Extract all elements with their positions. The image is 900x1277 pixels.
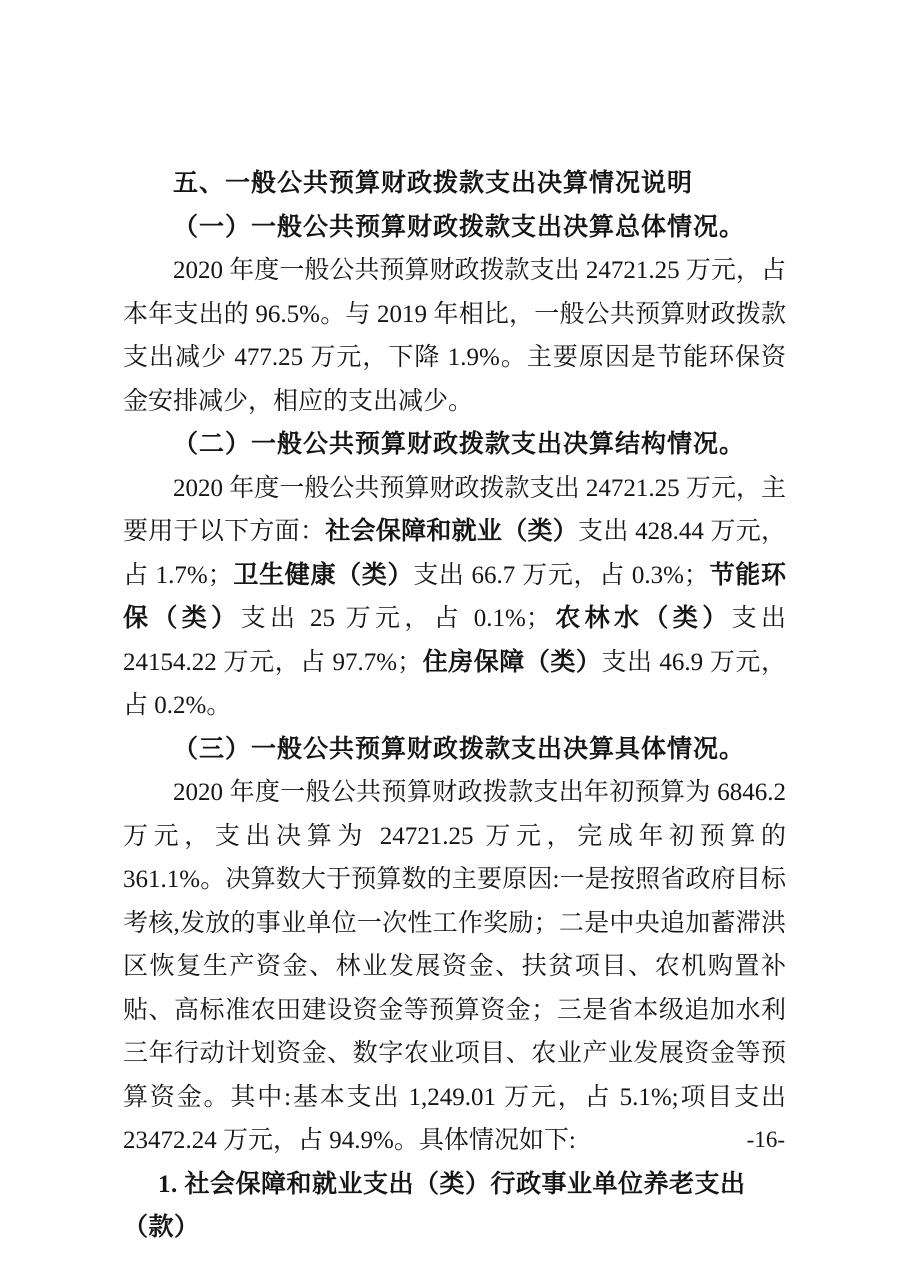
paragraph-overall-situation: 2020 年度一般公共预算财政拨款支出 24721.25 万元，占本年支出的 96.5%。与 2019 年相比，一般公共预算财政拨款支出减少 477.25 万元，下降 1.9%。主要原因是节能环保资金安排减少，相应的支出减少。 xyxy=(123,257,786,415)
structure-intro-text: 2020 年度一般公共预算财政拨款支出 24721.25 万元，主要用于以下方面： xyxy=(123,474,786,545)
subsection-1-heading: （一）一般公共预算财政拨款支出决算总体情况。 xyxy=(173,213,746,241)
paragraph-structure-breakdown xyxy=(123,467,786,728)
page-number: -16- xyxy=(746,1127,785,1152)
category-energy-conservation-value: 支出 25 万元，占 0.1%； xyxy=(240,605,551,632)
category-housing-value: 支出 46.9 万元，占 0.2%。 xyxy=(123,648,786,719)
category-agriculture-water-label: 农林水（类） xyxy=(550,605,732,632)
category-health-value: 支出 66.7 万元，占 0.3%； xyxy=(413,561,709,589)
subsection-3-heading: （三）一般公共预算财政拨款支出决算具体情况。 xyxy=(173,735,746,763)
section-heading: 五、一般公共预算财政拨款支出决算情况说明 xyxy=(173,170,694,197)
item-1-heading: 1. 社会保障和就业支出（类）行政事业单位养老支出（款） xyxy=(123,1170,746,1241)
paragraph-specific-situation: 2020 年度一般公共预算财政拨款支出年初预算为 6846.2 万元，支出决算为 24721.25 万元，完成年初预算的 361.1%。决算数大于预算数的主要原因:一是按照省政府目标考核,发放的事业单位一次性工作奖励；二是中央追加蓄滞洪区恢复生产资金、林业发展资金、扶贫项目、农机购置补贴、高标准农田建设资金等预算资金；三是省本级追加水利三年行动计划资金、数字农业项目、农业产业发展资金等预算资金。其中:基本支出 1,249.01 万元，占 5.1%;项目支出 23472.24 万元，占 94.9%。具体情况如下: xyxy=(123,779,786,1154)
subsection-2-heading: （二）一般公共预算财政拨款支出决算结构情况。 xyxy=(173,431,746,458)
category-energy-conservation-label: 节能环保（类） xyxy=(123,561,786,632)
document-body xyxy=(123,162,786,1250)
category-housing-label: 住房保障（类） xyxy=(422,648,602,676)
category-agriculture-water-value: 支出 24154.22 万元，占 97.7%； xyxy=(123,605,786,676)
category-social-security-label: 社会保障和就业（类） xyxy=(325,518,579,545)
category-health-label: 卫生健康（类） xyxy=(232,561,414,589)
category-social-security-value: 支出 428.44 万元，占 1.7%； xyxy=(123,518,786,589)
